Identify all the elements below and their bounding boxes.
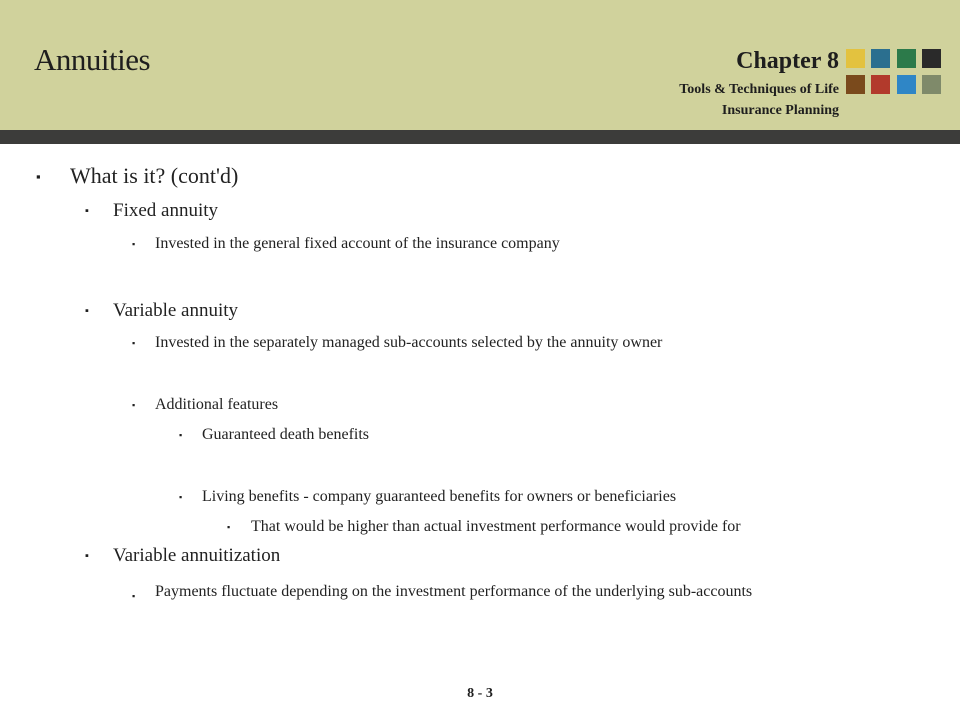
bullet-text: Variable annuitization (113, 545, 281, 566)
bullet-item (132, 580, 927, 604)
color-square (897, 75, 916, 94)
bullet-item (179, 426, 369, 444)
color-square (871, 75, 890, 94)
bullet-item (132, 334, 662, 352)
bullet-text: What is it? (cont'd) (70, 163, 239, 188)
bullet-item (132, 235, 560, 253)
bullet-text: Invested in the general fixed account of the insurance company (155, 235, 560, 252)
bullet-item (85, 200, 218, 222)
bullet-icon: ▪ (85, 205, 89, 217)
bullet-icon: ▪ (227, 522, 231, 532)
bullet-item (132, 396, 278, 414)
chapter-label: Chapter 8 (736, 48, 839, 74)
bullet-text: Invested in the separately managed sub-accounts selected by the annuity owner (155, 334, 663, 351)
bullet-text: Variable annuity (113, 300, 239, 321)
bullet-icon: ▪ (132, 338, 136, 348)
page-number: 8 - 3 (467, 686, 493, 701)
bullet-text: Payments fluctuate depending on the investment performance of the underlying sub-accounts (155, 583, 753, 600)
chapter-subtitle-line2: Insurance Planning (721, 103, 839, 118)
bullet-text: Guaranteed death benefits (202, 426, 370, 443)
bullet-text: Additional features (155, 396, 279, 413)
bullet-icon: ▪ (132, 591, 136, 601)
color-square (846, 75, 865, 94)
color-square (871, 49, 890, 68)
color-square (897, 49, 916, 68)
bullet-text: Fixed annuity (113, 200, 219, 221)
bullet-icon: ▪ (85, 305, 89, 317)
chapter-subtitle-line1: Tools & Techniques of Life (679, 82, 839, 97)
bullet-icon: ▪ (132, 239, 136, 249)
slide-header (0, 0, 960, 130)
bullet-item (36, 163, 238, 189)
bullet-icon: ▪ (179, 492, 183, 502)
bullet-item (85, 545, 280, 567)
slide-title: Annuities (34, 42, 151, 77)
header-divider (0, 130, 960, 144)
bullet-icon: ▪ (85, 550, 89, 562)
color-square (922, 49, 941, 68)
color-square (846, 49, 865, 68)
bullet-item (179, 488, 676, 506)
bullet-icon: ▪ (179, 430, 183, 440)
bullet-item (227, 518, 741, 536)
decorative-color-squares (846, 49, 942, 95)
bullet-text: That would be higher than actual investment performance would provide for (251, 518, 741, 535)
chapter-subtitle (579, 79, 839, 121)
bullet-text: Living benefits - company guaranteed benefits for owners or beneficiaries (202, 488, 677, 505)
bullet-icon: ▪ (36, 169, 41, 184)
color-square (922, 75, 941, 94)
bullet-icon: ▪ (132, 400, 136, 410)
bullet-item (85, 300, 238, 322)
